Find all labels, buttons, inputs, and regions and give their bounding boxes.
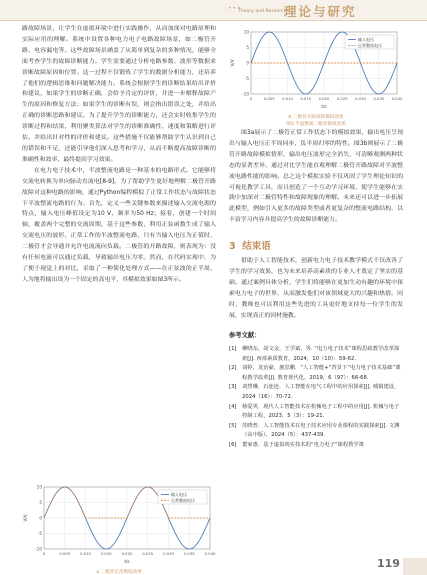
y-tick-label: 5 <box>39 500 42 505</box>
reference-number: [4] <box>229 403 237 410</box>
y-tick-label: 5 <box>246 45 249 50</box>
x-tick-label: 0.015 <box>100 551 112 556</box>
reference-text: 苏晓普．人工智能技术在电子技术应用专业课程的实践探索[J]. 文渊（高中版），2024（5）：437-439. <box>242 422 400 439</box>
reference-item <box>229 441 401 451</box>
x-tick-label: 0.005 <box>263 96 275 101</box>
left-paragraph-1: 路故障场景，让学生在虚拟环境中进行实践操作，从而加深对电路原理和实际应用的理解。系统中设置各种电力电子电路故障场景，如二极管开路、电容漏电等。这些故障场景涵盖了从简单到复杂的多种情况，能够全面考查学生的故障诊断能力。学生需要通过分析电路参数、波形等数据来诊断故障原因和位置。这一过程不仅锻炼了学生的数据分析能力，还培养了他们的逻辑思维和问题解决能力。系统会根据学生的诊断结果给出评价和建议，如果学生的诊断正确，会给予肯定的评价，并进一步解释故障产生的原因和修复方法；如果学生的诊断有误，则会指出错误之处，并给出正确的诊断思路和建议。为了提升学生的诊断能力，还会实时收集学生的诊断过程和结果，利用聚类算法对学生的诊断准确性、速度和策略进行评估，并给出针对性的评价和建议。这些措施不仅能够帮助学生认识到自己的错误和不足，还能引导他们深入思考和学习，从而不断提高故障诊断的准确性和效率，最终提高学习效果。 <box>22 26 216 163</box>
y-tick-label: -10 <box>35 546 42 552</box>
x-axis-label: t/s <box>124 559 130 564</box>
x-tick-label: 0.005 <box>59 551 71 556</box>
x-tick-label: 0.015 <box>300 96 312 101</box>
x-tick-label: 0.040 <box>204 551 216 556</box>
x-tick-label: 0.030 <box>163 551 174 556</box>
y-axis-label: V/V <box>230 59 235 67</box>
figure-3a-label: a 二极管正常模拟效果 <box>96 570 142 575</box>
x-tick-label: 0.035 <box>183 551 195 556</box>
figure-3b-plot <box>229 26 403 110</box>
x-tick-label: 0.035 <box>373 96 385 101</box>
reference-text: 柳晓东，胡文金，王学斌，等. “电力电子技术”课程思政教学改革探索[J]. 西部素质教育，2024，10（10）：59-62. <box>242 346 400 362</box>
figure-3a-plot <box>22 481 216 565</box>
reference-number: [1] <box>229 346 237 352</box>
x-axis-label: t/s <box>321 104 327 109</box>
reference-number: [3] <box>229 384 237 391</box>
x-tick-label: 0.010 <box>282 96 293 101</box>
x-tick-label: 0.010 <box>80 551 91 556</box>
section-number: 3 <box>229 241 236 252</box>
x-tick-label: 0 <box>249 96 253 101</box>
y-tick-label: 0 <box>39 515 42 521</box>
figure-3b-label: b 二极管开路故障模拟效果 <box>288 115 344 120</box>
reference-number: [6] <box>229 441 237 448</box>
left-column <box>22 24 216 286</box>
y-tick-label: 10 <box>36 484 42 490</box>
reference-text: 杨爱英．现代人工智能技术在机械电子工程中的应用[J]. 机械与电子控制工程，2023，5（3）：19-21. <box>242 403 400 420</box>
header-dots: ••• <box>228 5 242 12</box>
y-tick-label: -5 <box>37 531 42 536</box>
reference-text: 刘慧琳，石连连．人工智能在电气工程中的应用探索[J]. 城镇建设，2024（16）：70-72. <box>242 384 400 400</box>
conclusion-paragraph: 借助于人工智能技术，创新电力电子技术教学模式不仅改善了学生的学习效果，也为未来培养高素质的专业人才奠定了坚实的基础。通过案例具体分析，学生们将能够在更加生动有趣的环境中探索电力电子的世界，从而激发他们对该领域更大的兴趣和热情。同时，教师也可以利用这些先进的工具更好地支持每一位学生的发展，实现真正的因材施教。 <box>229 258 403 319</box>
figure-3-caption: 图3 半波整流二极管模拟效果 <box>286 122 346 127</box>
y-tick-label: -5 <box>244 76 249 81</box>
x-tick-label: 0.020 <box>318 96 330 101</box>
references-heading: 参考文献： <box>229 332 261 339</box>
header-chinese-title: 理论与研究 <box>284 4 357 19</box>
page-number: 119 <box>377 557 400 570</box>
references-list <box>229 345 401 451</box>
reference-item <box>229 403 401 422</box>
header-bar <box>0 0 427 20</box>
x-tick-label: 0.020 <box>121 551 133 556</box>
figure-3b <box>229 26 403 127</box>
left-paragraph-2: 在电力电子技术中，半波整流电路是一种基本的电路形式。它能够将交流电转换为单向脉动直流电[8-9]。为了帮助学生更好地理解二极管开路故障对这种电路的影响，通过Python编程模拟了正常工作状态与故障状态下半波整流电路的行为。首先，定义一些关键参数来描述输入交流电源的特点，输入电压峰值设定为10 V，频率为50 Hz；接着，创建一个时间轴，覆盖两个完整的交流周期，基于这些参数，利用正弦函数生成了输入交流电压的波形。正常工作的半波整流电路，只有当输入电压为正值时，二极管才会导通并允许电流流向负载。二极管的开路故障，则表现为：没有任何电流可以通过负载，导致输出电压为零。然而，在代码实现中，为了便于视觉上的对比，采取了一种简化处理方式——在正弦波的正半周，人为地将输出设为一个固定的高电平，其模拟效果如图3所示。 <box>22 167 216 283</box>
section-heading <box>229 238 271 252</box>
legend-label-output: 正常整流电压 <box>171 498 195 503</box>
reference-number: [5] <box>229 422 237 429</box>
x-tick-label: 0.040 <box>391 96 403 101</box>
x-tick-label: 0.025 <box>336 96 348 101</box>
right-column <box>229 128 403 226</box>
x-tick-label: 0.025 <box>142 551 154 556</box>
reference-number: [2] <box>229 365 237 372</box>
reference-item <box>229 383 401 402</box>
x-tick-label: 0 <box>42 551 46 556</box>
header-english-title: Theory and Research <box>238 9 287 14</box>
section-title: 结束语 <box>242 241 271 252</box>
header-divider <box>0 20 427 21</box>
y-axis-label: V/V <box>23 514 28 522</box>
legend-label-output: 正常整流电压 <box>358 43 382 48</box>
legend-label-input: 输入电压 <box>171 492 187 497</box>
y-tick-label: 10 <box>243 29 249 35</box>
y-tick-label: -10 <box>242 91 249 97</box>
reference-text: 刘婷，龙治豪，施思鹏．“人工智能+”背景下“电力电子技术基础”课程教学改革[J]. 教育现代化，2019，6（97）：66-68. <box>242 365 401 381</box>
legend-label-input: 输入电压 <box>358 37 374 42</box>
x-tick-label: 0.030 <box>355 96 366 101</box>
reference-item <box>229 364 401 383</box>
conclusion-text <box>229 256 403 321</box>
reference-text: 董家惠．基于虚拟现实技术的“电力电子”课程教学策 <box>242 441 365 448</box>
reference-item <box>229 345 401 364</box>
right-paragraph-1: 图3a展示了二极管正常工作状态下的模拟效果，输出电压呈现出与输入电压正半周同步、负半周归零的特性。图3b则展示了二极管开路故障模拟情形，输出电压波形完全消失，可清晰观测两种状态的显著差异。通过对比学生能直观理解二极管开路故障对半波整流电路性能的影响。总之这个模拟实验不仅巩固了学生理论知识的可视化教学工具，而且创造了一个互动学习环境，使学生能够在实践中加深对二极管特性和故障现象的理解。未来还可以进一步拓展此模型，例如引入更多的故障类型或者更复杂的整流电路结构，以丰富学习内容并提高学生的故障诊断能力。 <box>229 130 403 224</box>
page-corner-mark <box>403 558 427 575</box>
figure-3a <box>22 481 216 575</box>
y-tick-label: 0 <box>246 60 249 66</box>
reference-item <box>229 422 401 441</box>
